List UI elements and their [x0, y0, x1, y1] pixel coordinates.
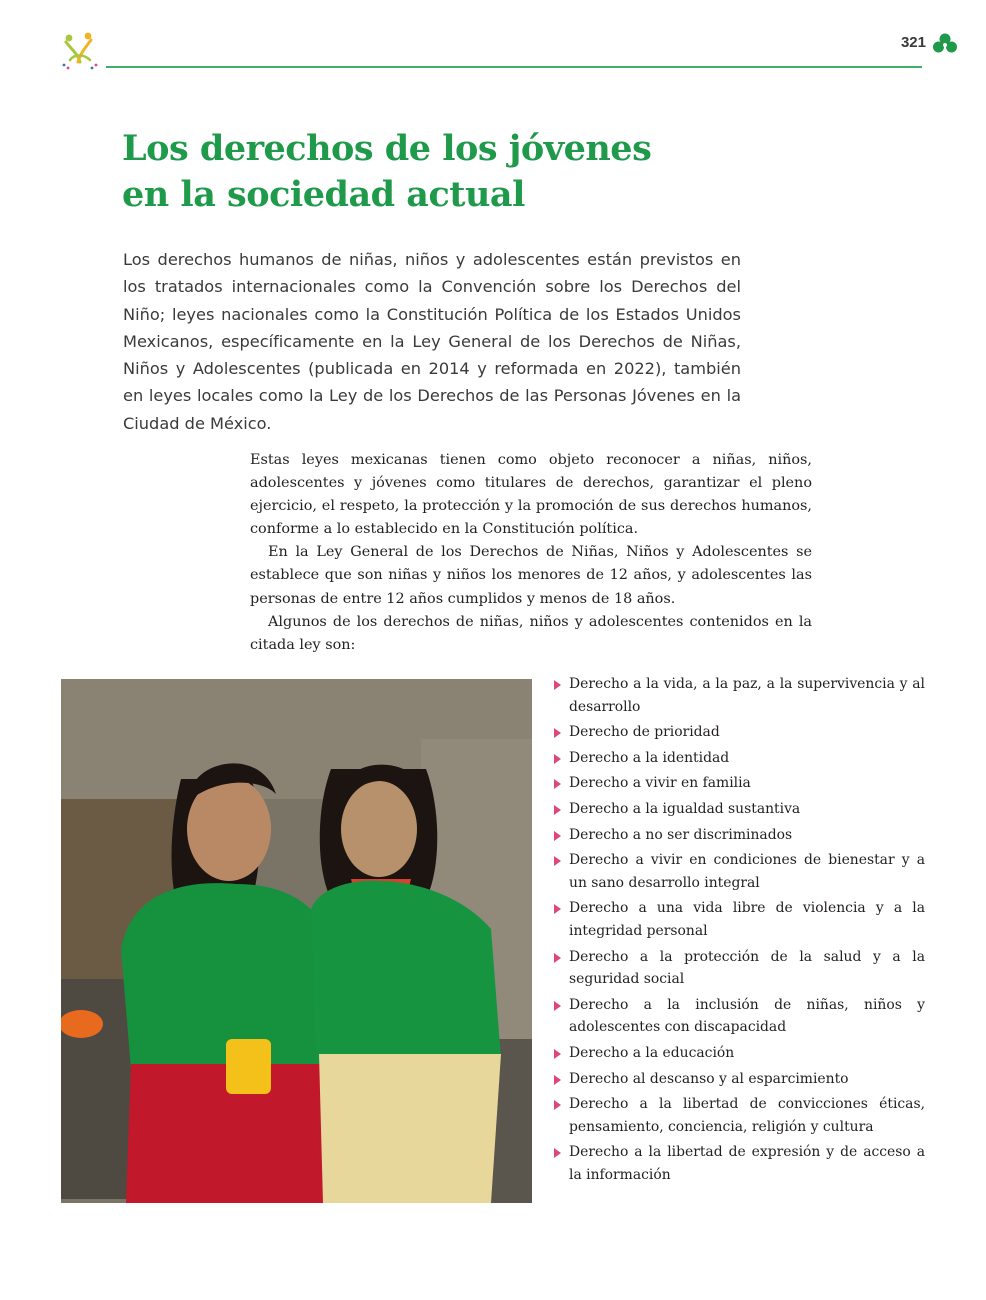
list-item: Derecho a la libertad de expresión y de acceso a la información [553, 1141, 925, 1186]
list-item: Derecho a la protección de la salud y a la seguridad social [553, 946, 925, 991]
rights-list [553, 673, 925, 1189]
list-item: Derecho a la igualdad sustantiva [553, 798, 925, 821]
body-text [250, 449, 812, 657]
bullet-triangle-icon [554, 1049, 561, 1059]
body-paragraph-2: En la Ley General de los Derechos de Niñas, Niños y Adolescentes se establece que son niñas y niños los menores de 12 años, y adolescentes las personas de entre 12 años cumplidos y menos de 18 años. [250, 544, 812, 607]
list-item: Derecho a vivir en familia [553, 772, 925, 795]
list-item: Derecho a la inclusión de niñas, niños y adolescentes con discapacidad [553, 994, 925, 1039]
bullet-triangle-icon [554, 680, 561, 690]
list-item: Derecho de prioridad [553, 721, 925, 744]
page-number: 321 [900, 34, 926, 51]
photo-two-girls-icon [61, 679, 532, 1203]
bullet-triangle-icon [554, 1148, 561, 1158]
list-item: Derecho a una vida libre de violencia y a la integridad personal [553, 897, 925, 942]
bullet-triangle-icon [554, 754, 561, 764]
bullet-triangle-icon [554, 779, 561, 789]
title-line-1: Los derechos de los jóvenes [122, 128, 652, 169]
title-line-2: en la sociedad actual [122, 174, 525, 215]
list-item: Derecho al descanso y al esparcimiento [553, 1068, 925, 1091]
list-item: Derecho a la vida, a la paz, a la supervivencia y al desarrollo [553, 673, 925, 718]
bullet-triangle-icon [554, 728, 561, 738]
list-item: Derecho a la libertad de convicciones éticas, pensamiento, conciencia, religión y cultura [553, 1093, 925, 1138]
bullet-triangle-icon [554, 953, 561, 963]
section-clover-icon [932, 33, 958, 55]
bullet-triangle-icon [554, 1100, 561, 1110]
list-item: Derecho a la educación [553, 1042, 925, 1065]
bullet-triangle-icon [554, 805, 561, 815]
bullet-triangle-icon [554, 904, 561, 914]
bullet-triangle-icon [554, 1001, 561, 1011]
body-paragraph-1: Estas leyes mexicanas tienen como objeto reconocer a niñas, niños, adolescentes y jóvenes como titulares de derechos, garantizar el pleno ejercicio, el respeto, la protección y la promoción de sus derechos humanos, conforme a lo establecido en la Constitución política. [250, 452, 812, 538]
header-rule [106, 66, 922, 68]
list-item: Derecho a la identidad [553, 747, 925, 770]
body-paragraph-3: Algunos de los derechos de niñas, niños y adolescentes contenidos en la citada ley son: [250, 613, 812, 653]
list-item: Derecho a no ser discriminados [553, 824, 925, 847]
bullet-triangle-icon [554, 1075, 561, 1085]
book-logo-icon [60, 30, 104, 74]
list-item: Derecho a vivir en condiciones de bienestar y a un sano desarrollo integral [553, 849, 925, 894]
bullet-triangle-icon [554, 856, 561, 866]
intro-paragraph: Los derechos humanos de niñas, niños y adolescentes están previstos en los tratados internacionales como la Convención sobre los Derechos del Niño; leyes nacionales como la Constitución Política de los Estados Unidos Mexicanos, específicamente en la Ley General de los Derechos de Niñas, Niños y Adolescentes (publicada en 2014 y reformada en 2022), también en leyes locales como la Ley de los Derechos de las Personas Jóvenes en la Ciudad de México. [123, 250, 741, 433]
bullet-triangle-icon [554, 831, 561, 841]
page-title [122, 126, 742, 218]
